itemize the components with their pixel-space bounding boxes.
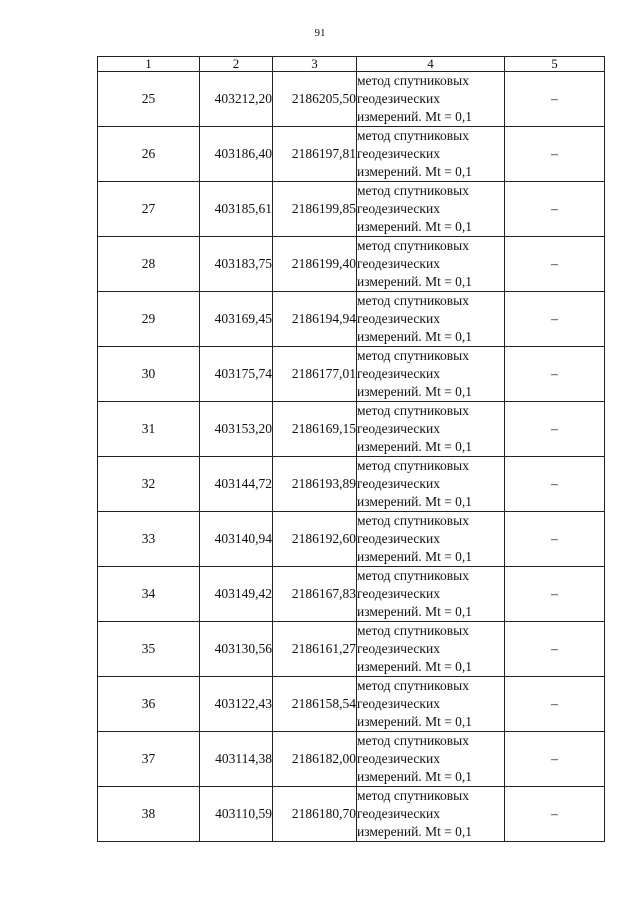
method-cell [357,512,505,567]
table-row [98,182,605,237]
method-line: измерений. Mt = 0,1 [357,549,473,564]
table-row [98,127,605,182]
note-cell: – [505,347,605,402]
method-line: измерений. Mt = 0,1 [357,219,473,234]
y-coordinate-cell: 2186192,60 [273,512,357,567]
note-cell: – [505,457,605,512]
point-number-cell: 26 [98,127,200,182]
method-line: измерений. Mt = 0,1 [357,494,473,509]
x-coordinate-cell: 403149,42 [200,567,273,622]
method-line: метод спутниковых [357,678,469,693]
method-line: геодезических [357,91,440,106]
method-line: измерений. Mt = 0,1 [357,604,473,619]
method-line: геодезических [357,696,440,711]
note-cell: – [505,732,605,787]
method-cell [357,237,505,292]
note-cell: – [505,127,605,182]
y-coordinate-cell: 2186199,85 [273,182,357,237]
method-line: измерений. Mt = 0,1 [357,769,473,784]
method-line: метод спутниковых [357,293,469,308]
note-cell: – [505,622,605,677]
y-coordinate-cell: 2186180,70 [273,787,357,842]
note-cell: – [505,677,605,732]
point-number-cell: 32 [98,457,200,512]
table-header-row [98,57,605,72]
x-coordinate-cell: 403114,38 [200,732,273,787]
point-number-cell: 36 [98,677,200,732]
method-line: геодезических [357,641,440,656]
table-row [98,787,605,842]
method-line: измерений. Mt = 0,1 [357,439,473,454]
point-number-cell: 27 [98,182,200,237]
method-line: метод спутниковых [357,238,469,253]
method-line: измерений. Mt = 0,1 [357,329,473,344]
method-cell [357,127,505,182]
x-coordinate-cell: 403122,43 [200,677,273,732]
table-row [98,72,605,127]
method-line: метод спутниковых [357,458,469,473]
note-cell: – [505,292,605,347]
method-cell [357,457,505,512]
method-line: метод спутниковых [357,128,469,143]
method-line: геодезических [357,146,440,161]
y-coordinate-cell: 2186167,83 [273,567,357,622]
note-cell: – [505,402,605,457]
note-cell: – [505,237,605,292]
y-coordinate-cell: 2186169,15 [273,402,357,457]
point-number-cell: 29 [98,292,200,347]
note-cell: – [505,512,605,567]
method-cell [357,787,505,842]
x-coordinate-cell: 403175,74 [200,347,273,402]
column-header: 3 [273,57,357,72]
point-number-cell: 35 [98,622,200,677]
column-header: 1 [98,57,200,72]
method-line: метод спутниковых [357,348,469,363]
column-header: 4 [357,57,505,72]
y-coordinate-cell: 2186205,50 [273,72,357,127]
y-coordinate-cell: 2186194,94 [273,292,357,347]
table-row [98,732,605,787]
method-cell [357,677,505,732]
point-number-cell: 33 [98,512,200,567]
note-cell: – [505,787,605,842]
method-line: метод спутниковых [357,513,469,528]
method-cell [357,182,505,237]
y-coordinate-cell: 2186158,54 [273,677,357,732]
method-line: метод спутниковых [357,73,469,88]
column-header: 2 [200,57,273,72]
point-number-cell: 37 [98,732,200,787]
method-cell [357,347,505,402]
x-coordinate-cell: 403153,20 [200,402,273,457]
method-line: измерений. Mt = 0,1 [357,659,473,674]
table-row [98,402,605,457]
method-cell [357,72,505,127]
table-row [98,237,605,292]
method-line: метод спутниковых [357,733,469,748]
method-line: геодезических [357,586,440,601]
y-coordinate-cell: 2186199,40 [273,237,357,292]
x-coordinate-cell: 403144,72 [200,457,273,512]
point-number-cell: 25 [98,72,200,127]
method-line: геодезических [357,531,440,546]
x-coordinate-cell: 403130,56 [200,622,273,677]
method-line: геодезических [357,806,440,821]
point-number-cell: 28 [98,237,200,292]
method-line: геодезических [357,476,440,491]
x-coordinate-cell: 403169,45 [200,292,273,347]
method-line: геодезических [357,201,440,216]
y-coordinate-cell: 2186193,89 [273,457,357,512]
method-line: измерений. Mt = 0,1 [357,714,473,729]
method-line: метод спутниковых [357,403,469,418]
point-number-cell: 30 [98,347,200,402]
method-line: геодезических [357,311,440,326]
method-line: измерений. Mt = 0,1 [357,384,473,399]
method-line: метод спутниковых [357,568,469,583]
method-cell [357,567,505,622]
method-line: измерений. Mt = 0,1 [357,824,473,839]
x-coordinate-cell: 403183,75 [200,237,273,292]
method-line: метод спутниковых [357,623,469,638]
method-line: метод спутниковых [357,183,469,198]
table-row [98,512,605,567]
method-line: метод спутниковых [357,788,469,803]
table-row [98,677,605,732]
point-number-cell: 38 [98,787,200,842]
y-coordinate-cell: 2186161,27 [273,622,357,677]
table-row [98,347,605,402]
method-line: измерений. Mt = 0,1 [357,164,473,179]
y-coordinate-cell: 2186182,00 [273,732,357,787]
method-line: геодезических [357,421,440,436]
y-coordinate-cell: 2186177,01 [273,347,357,402]
method-line: геодезических [357,366,440,381]
note-cell: – [505,182,605,237]
note-cell: – [505,72,605,127]
x-coordinate-cell: 403186,40 [200,127,273,182]
method-cell [357,292,505,347]
point-number-cell: 31 [98,402,200,457]
table-row [98,622,605,677]
x-coordinate-cell: 403185,61 [200,182,273,237]
table-row [98,567,605,622]
column-header: 5 [505,57,605,72]
x-coordinate-cell: 403140,94 [200,512,273,567]
table-row [98,292,605,347]
x-coordinate-cell: 403212,20 [200,72,273,127]
coordinates-table [97,56,605,842]
note-cell: – [505,567,605,622]
method-line: измерений. Mt = 0,1 [357,274,473,289]
page-number: 91 [314,27,326,39]
point-number-cell: 34 [98,567,200,622]
method-line: геодезических [357,256,440,271]
table-row [98,457,605,512]
method-line: геодезических [357,751,440,766]
y-coordinate-cell: 2186197,81 [273,127,357,182]
method-cell [357,402,505,457]
method-cell [357,622,505,677]
method-line: измерений. Mt = 0,1 [357,109,473,124]
method-cell [357,732,505,787]
x-coordinate-cell: 403110,59 [200,787,273,842]
